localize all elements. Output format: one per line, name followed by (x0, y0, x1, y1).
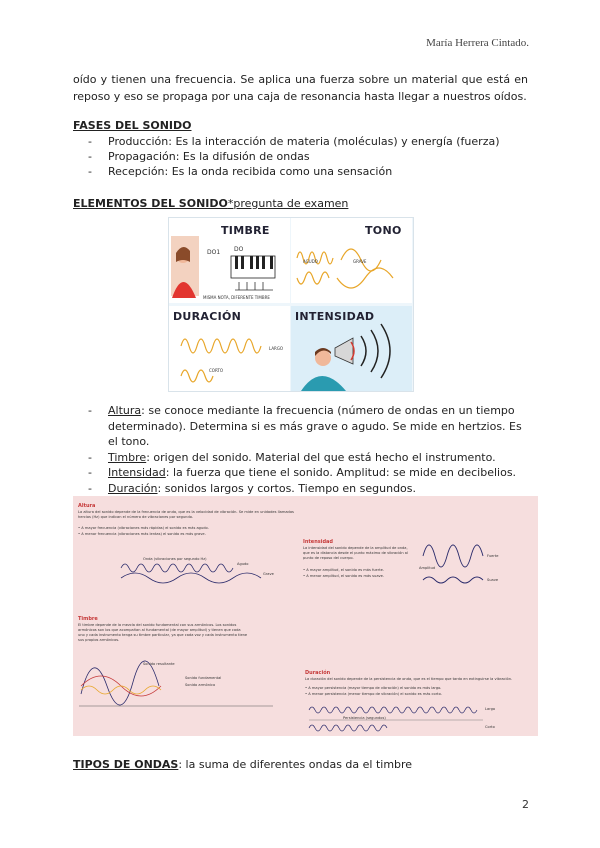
term-text: : sonidos largos y cortos. Tiempo en segundos. (157, 481, 417, 495)
duracion-title: DURACIÓN (173, 310, 242, 323)
altura-grave-label: Grave (263, 572, 274, 576)
duracion-bullet-1: • A mayor persistencia (mayor tiempo de vibración) el sonido es más largo. (305, 686, 442, 690)
duracion-persistencia-label: Persistencia (segundos) (343, 716, 386, 720)
intensidad-section-title: Intensidad (303, 539, 333, 545)
intensidad-bullet-1: • A mayor amplitud, el sonido es más fuerte. (303, 568, 385, 572)
tipos-heading: TIPOS DE ONDAS (73, 758, 179, 771)
timbre-resultante-label: Sonido resultante (143, 662, 175, 666)
duracion-bullet-2: • A menor persistencia (menor tiempo de vibración) el sonido es más corto. (305, 692, 442, 696)
intensidad-fuerte-label: Fuerte (487, 554, 499, 558)
list-item: - Propagación: Es la difusión de ondas (88, 149, 500, 164)
list-item (88, 450, 528, 466)
elementos-title: ELEMENTOS DEL SONIDO (73, 197, 228, 210)
duracion-corto-label: CORTO (209, 368, 224, 373)
svg-text:DO1: DO1 (207, 249, 221, 256)
intro-paragraph: oído y tienen una frecuencia. Se aplica una fuerza sobre un material que está en reposo y eso se propaga por una caja de resonancia hasta llegar a nuestros oídos. (73, 73, 528, 103)
timbre-text: El timbre depende de la mezcla del sonido fundamental con sus armónicos. Los sonidos armónicos son los que acompañan al fundamental (de mayor amplitud) y tienen que cada uno y cada instrumento tenga su timbre particular, ya que cada voz y cada instrumento tiene sus propios armónicos. (78, 623, 248, 642)
list-item (88, 465, 528, 481)
elementos-heading (73, 197, 348, 210)
list-item: - Producción: Es la interacción de materia (moléculas) y energía (fuerza) (88, 134, 500, 149)
intensidad-illustration (291, 306, 412, 391)
intensidad-text: La intensidad del sonido depende de la amplitud de onda, que es la distancia desde el punto máximo de vibración al punto de reposo del cuerpo. (303, 546, 408, 560)
tono-grave-label: GRAVE (353, 259, 367, 264)
duracion-text: La duración del sonido depende de la persistencia de onda, que es el tiempo que tarda en extinguirse la vibración. (305, 677, 513, 681)
page-number: 2 (522, 798, 529, 811)
intensidad-bullet-2: • A menor amplitud, el sonido es más suave. (303, 574, 385, 578)
timbre-title: TIMBRE (221, 224, 270, 237)
timbre-cell (169, 218, 290, 303)
fases-list (88, 134, 500, 179)
altura-bullet-2: • A menor frecuencia (vibraciones más lentas) el sonido es más grave. (78, 532, 206, 536)
list-item (88, 403, 528, 450)
term-text: : se conoce mediante la frecuencia (número de ondas en un tiempo determinado). Determina si es más grave o agudo. Se mide en hertzios. Es el tono. (108, 404, 522, 448)
tono-title: TONO (365, 224, 402, 237)
intensidad-cell (291, 306, 412, 391)
timbre-illustration (169, 218, 290, 303)
duracion-cell (169, 306, 290, 391)
intensidad-title: INTENSIDAD (295, 310, 375, 323)
altura-onda-label: Onda (vibraciones por segundo Hz) (143, 557, 207, 561)
svg-text:DO: DO (234, 246, 244, 253)
timbre-fundamental-label: Sonido fundamental (185, 676, 222, 680)
elementos-list (88, 403, 528, 496)
altura-agudo-label: Agudo (237, 562, 249, 566)
duracion-largo-label: Largo (485, 707, 496, 711)
tono-cell (291, 218, 412, 303)
intensidad-suave-label: Suave (487, 578, 499, 582)
fases-heading: FASES DEL SONIDO (73, 119, 192, 132)
duracion-corto-label: Corto (485, 725, 495, 729)
altura-text: La altura del sonido depende de la frecuencia de onda, que es la velocidad de vibración. Se mide en unidades llamadas hercios (Hz) que indican el número de vibraciones por segundo. (78, 510, 294, 519)
term-text: : la fuerza que tiene el sonido. Amplitud: se mide en decibelios. (165, 466, 517, 479)
intensidad-amplitud-label: Amplitud (419, 566, 436, 570)
list-item: - Recepción: Es la onda recibida como una sensación (88, 164, 500, 179)
timbre-section-title: Timbre (78, 616, 98, 622)
altura-section-title: Altura (78, 503, 96, 509)
tipos-line (73, 758, 412, 771)
term-text: : origen del sonido. Material del que está hecho el instrumento. (146, 450, 496, 464)
timbre-armonico-label: Sonido armónico (185, 683, 216, 687)
altura-bullet-1: • A mayor frecuencia (vibraciones más rápidas) el sonido es más agudo. (78, 526, 209, 530)
sound-elements-figure (168, 217, 414, 392)
term-duracion: Duración (108, 481, 158, 495)
list-item (88, 481, 528, 497)
tipos-text: : la suma de diferentes ondas da el timbre (178, 758, 413, 771)
term-altura: Altura (108, 404, 142, 417)
timbre-caption: MISMA NOTA, DIFERENTE TIMBRE (203, 295, 270, 300)
tono-agudo-label: AGUDO (303, 259, 318, 264)
term-timbre: Timbre (108, 450, 147, 464)
author-header: María Herrera Cintado. (426, 37, 529, 49)
duracion-section-title: Duración (305, 670, 331, 676)
exam-note: *pregunta de examen (227, 197, 349, 210)
term-intensidad: Intensidad (108, 466, 166, 479)
sound-properties-infographic (73, 496, 538, 736)
duracion-largo-label: LARGO (269, 346, 284, 351)
